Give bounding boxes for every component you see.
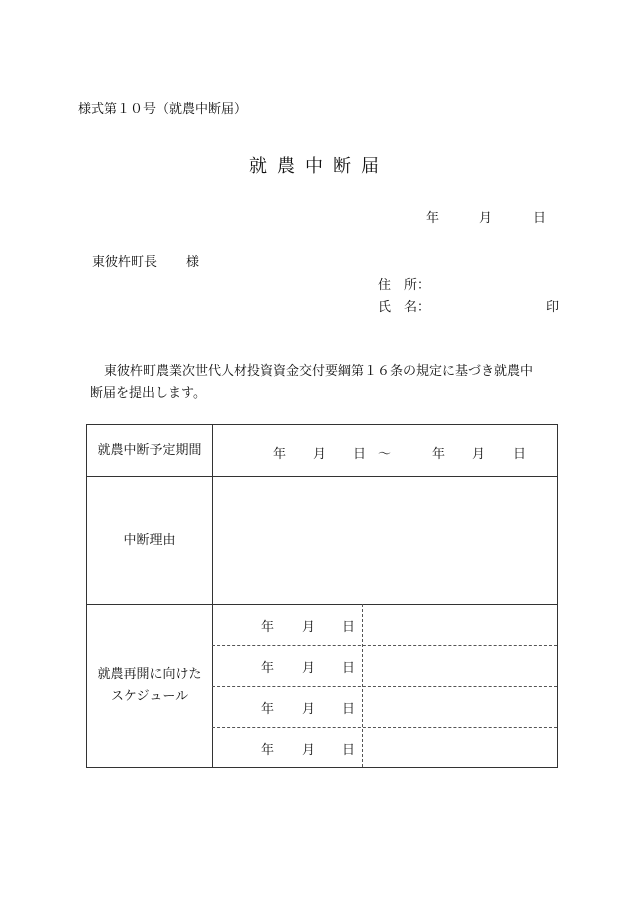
name-label: 氏 名： [378, 300, 431, 315]
period-start-day: 日 [353, 447, 367, 462]
document-title: 就農中断届 [249, 156, 389, 177]
schedule-detail-cell[interactable] [363, 646, 557, 686]
schedule-detail-cell[interactable] [363, 728, 557, 767]
schedule-detail-cell[interactable] [363, 687, 557, 727]
schedule-day: 日 [342, 702, 356, 717]
schedule-date-cell[interactable] [213, 646, 362, 686]
reason-label: 中断理由 [123, 532, 176, 548]
schedule-label-line-1: 就農再開に向けた [97, 667, 202, 682]
schedule-day: 日 [342, 620, 356, 635]
period-start-month: 月 [313, 447, 327, 462]
schedule-day: 日 [342, 743, 356, 758]
period-value-cell[interactable] [213, 425, 557, 476]
schedule-month: 月 [302, 620, 316, 635]
period-label: 就農中断予定期間 [97, 442, 202, 458]
schedule-month: 月 [302, 743, 316, 758]
date-day-label: 日 [533, 211, 547, 226]
schedule-year: 年 [261, 702, 275, 717]
suspension-table [86, 424, 558, 768]
schedule-year: 年 [261, 743, 275, 758]
declaration-line-2: 断届を提出します。 [90, 386, 206, 401]
schedule-month: 月 [302, 661, 316, 676]
period-separator: 〜 [378, 447, 392, 462]
schedule-month: 月 [302, 702, 316, 717]
schedule-detail-cell[interactable] [363, 605, 557, 645]
schedule-label-cell [87, 605, 212, 767]
schedule-date-cell[interactable] [213, 687, 362, 727]
schedule-label-line-2: スケジュール [110, 689, 189, 704]
address-label: 住 所： [378, 278, 431, 293]
reason-input-cell[interactable] [213, 477, 557, 604]
period-start-year: 年 [273, 447, 287, 462]
addressee-name: 東彼杵町長 [92, 255, 158, 270]
schedule-year: 年 [261, 661, 275, 676]
date-year-label: 年 [426, 211, 440, 226]
date-month-label: 月 [479, 211, 493, 226]
seal-mark: 印 [546, 300, 560, 315]
declaration-text [90, 361, 560, 405]
period-end-day: 日 [513, 447, 527, 462]
form-number: 様式第１０号（就農中断届） [78, 102, 248, 117]
addressee-honorific: 様 [186, 255, 200, 270]
period-end-month: 月 [472, 447, 486, 462]
reason-label-cell [87, 477, 212, 604]
schedule-day: 日 [342, 661, 356, 676]
schedule-date-cell[interactable] [213, 728, 362, 767]
period-end-year: 年 [432, 447, 446, 462]
schedule-year: 年 [261, 620, 275, 635]
declaration-line-1: 東彼杵町農業次世代人材投資資金交付要綱第１６条の規定に基づき就農中 [104, 364, 534, 379]
schedule-date-cell[interactable] [213, 605, 362, 645]
period-label-cell [87, 425, 212, 476]
